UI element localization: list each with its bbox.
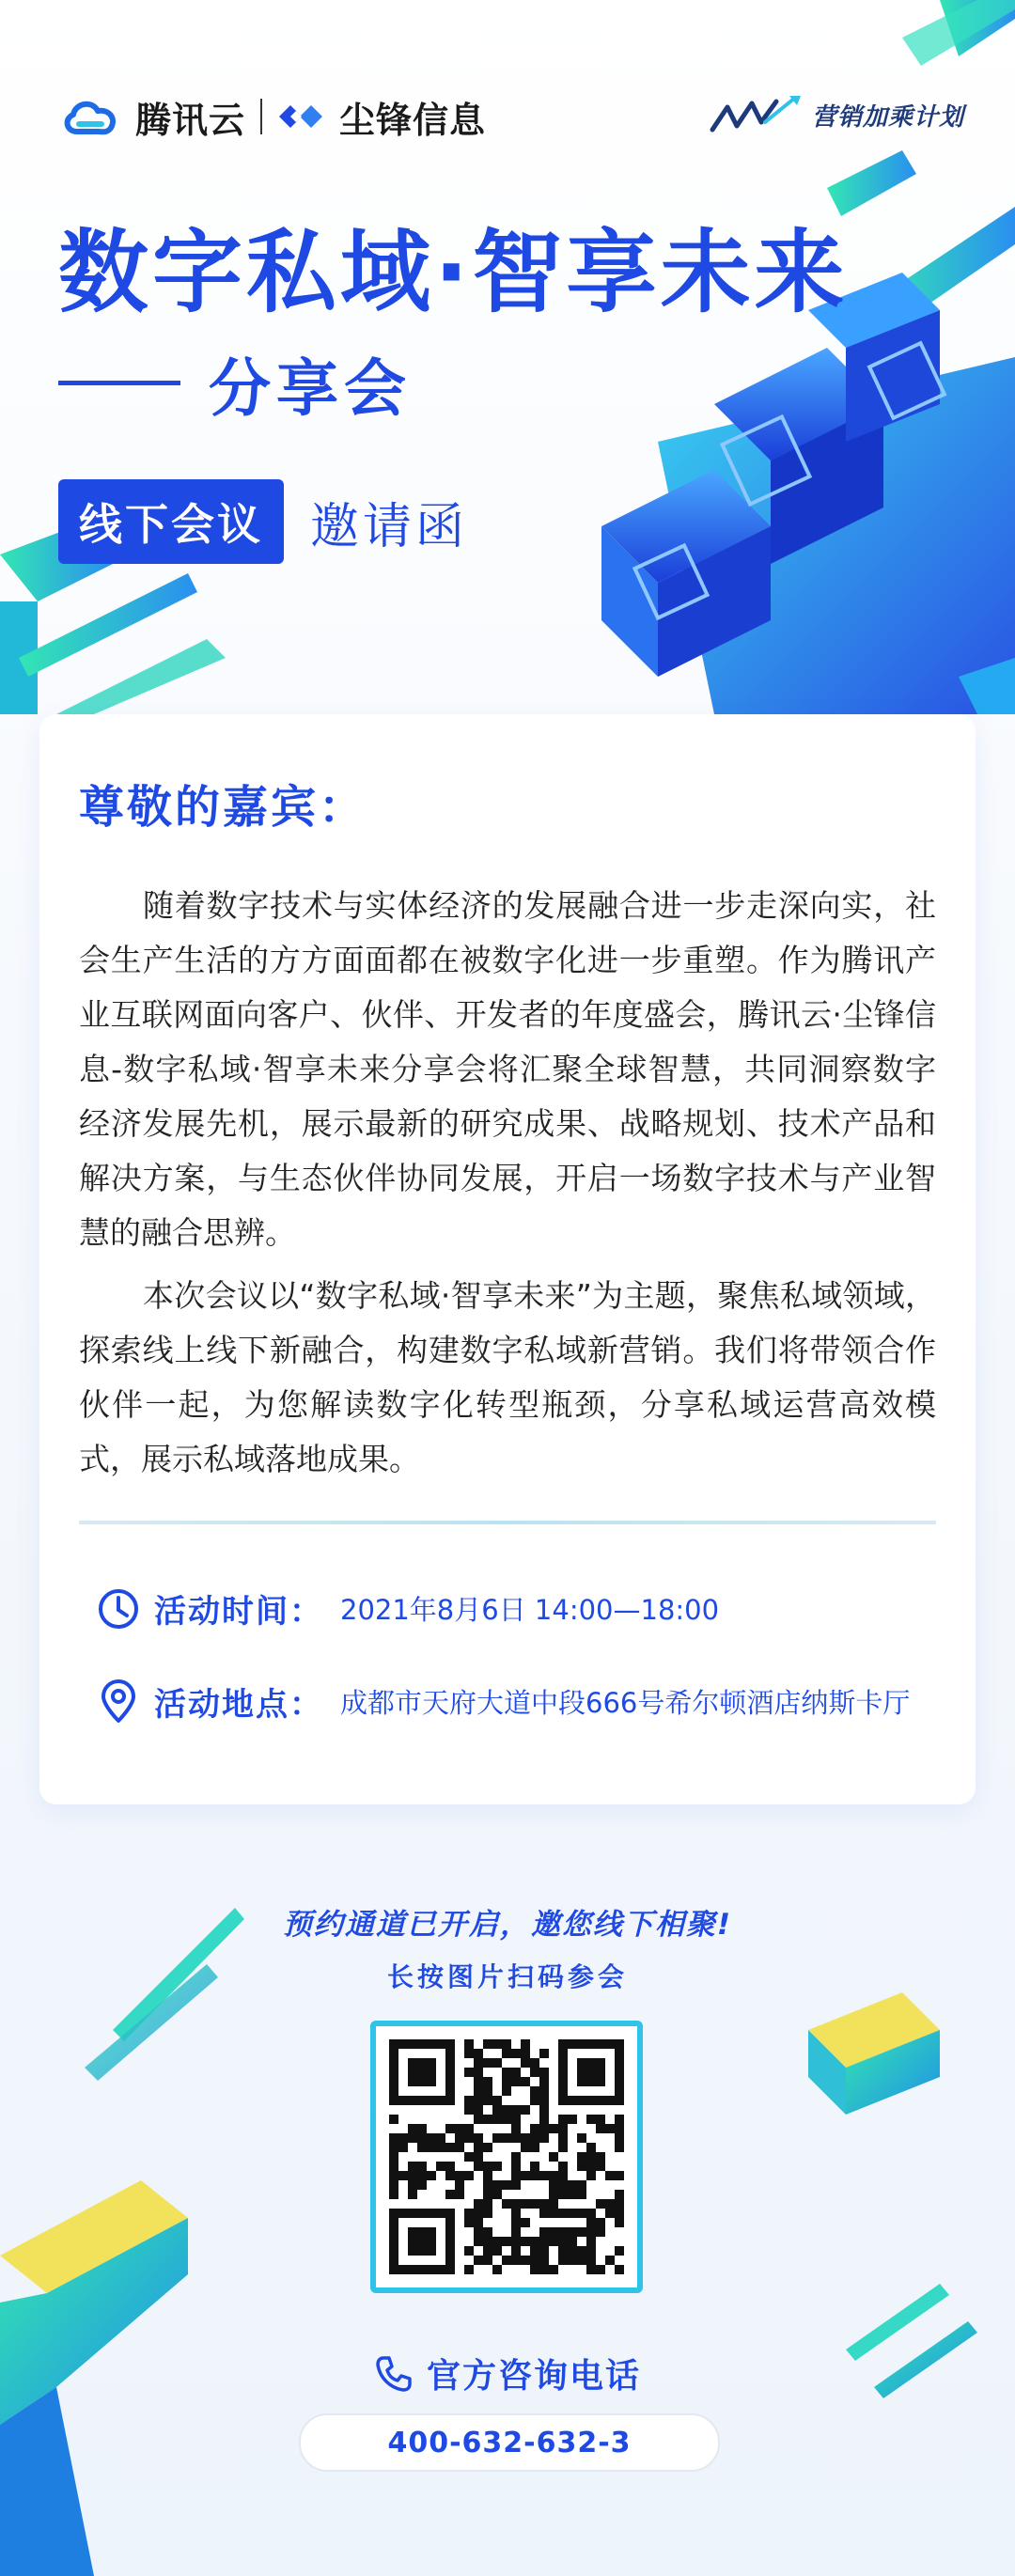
hero-subtitle-text: 分享会 [209,352,412,425]
tencent-cloud-icon [60,96,120,137]
phone-number-box[interactable] [299,2413,720,2472]
chenfeng-logo-text: 尘锋信息 [339,99,487,141]
location-pin-icon [96,1679,141,1725]
letter-paragraph-2: 本次会议以“数字私域·智享未来”为主题，聚焦私域领域，探索线上线下新融合，构建数字私域新营销。我们将带领合作伙伴一起，为您解读数字化转型瓶颈，分享私域运营高效模式，展示私域落地成果。 [79,1277,936,1477]
contact-title-row [0,2350,1015,2397]
tencent-cloud-logo-text: 腾讯云 [135,99,246,141]
chenfeng-logo-icon [277,98,324,135]
clock-icon [96,1586,141,1631]
hero-title: 数字私域·智享未来 [58,220,849,325]
offline-meeting-badge: 线下会议 [58,479,284,564]
hero-subtitle [58,338,412,428]
qr-code-icon [389,2039,624,2274]
letter-paragraph-1: 随着数字技术与实体经济的发展融合进一步走深向实，社会生产生活的方方面面都在被数字化进一步重塑。作为腾讯产业互联网面向客户、伙伴、开发者的年度盛会，腾讯云·尘锋信息-数字私域·智享未来分享会将汇聚全球智慧，共同洞察数字经济发展先机，展示最新的研究成果、战略规划、技术产品和解决方案，与生态伙伴协同发展，开启一场数字技术与产业智慧的融合思辨。 [79,887,936,1251]
phone-icon [374,2354,414,2394]
event-time-row [96,1585,719,1631]
marketing-plan-logo [709,94,964,135]
qr-code[interactable] [370,2021,643,2293]
event-place-label: 活动地点： [154,1686,323,1724]
card-divider [79,1521,936,1524]
greeting: 尊敬的嘉宾： [79,781,367,834]
event-place-value: 成都市天府大道中段666号希尔顿酒店纳斯卡厅 [340,1687,911,1719]
scan-instruction-text: 长按图片扫码参会 [386,1961,628,1992]
partner-logos [60,90,486,143]
event-place-row [96,1678,910,1725]
marketing-plan-logo-icon [709,94,803,135]
invitation-label: 邀请函 [310,498,469,555]
subtitle-dash [58,381,180,385]
contact-title: 官方咨询电话 [426,2357,641,2396]
registration-open-text: 预约通道已开启，邀您线下相聚! [282,1908,733,1942]
event-time-label: 活动时间： [154,1593,323,1631]
logo-separator [260,99,262,134]
event-time-value: 2021年8月6日 14:00—18:00 [340,1594,720,1626]
phone-number: 400-632-632-3 [387,2426,632,2459]
marketing-plan-logo-text: 营销加乘计划 [811,102,964,132]
invitation-type-row [58,479,468,564]
invitation-card [39,714,976,1804]
